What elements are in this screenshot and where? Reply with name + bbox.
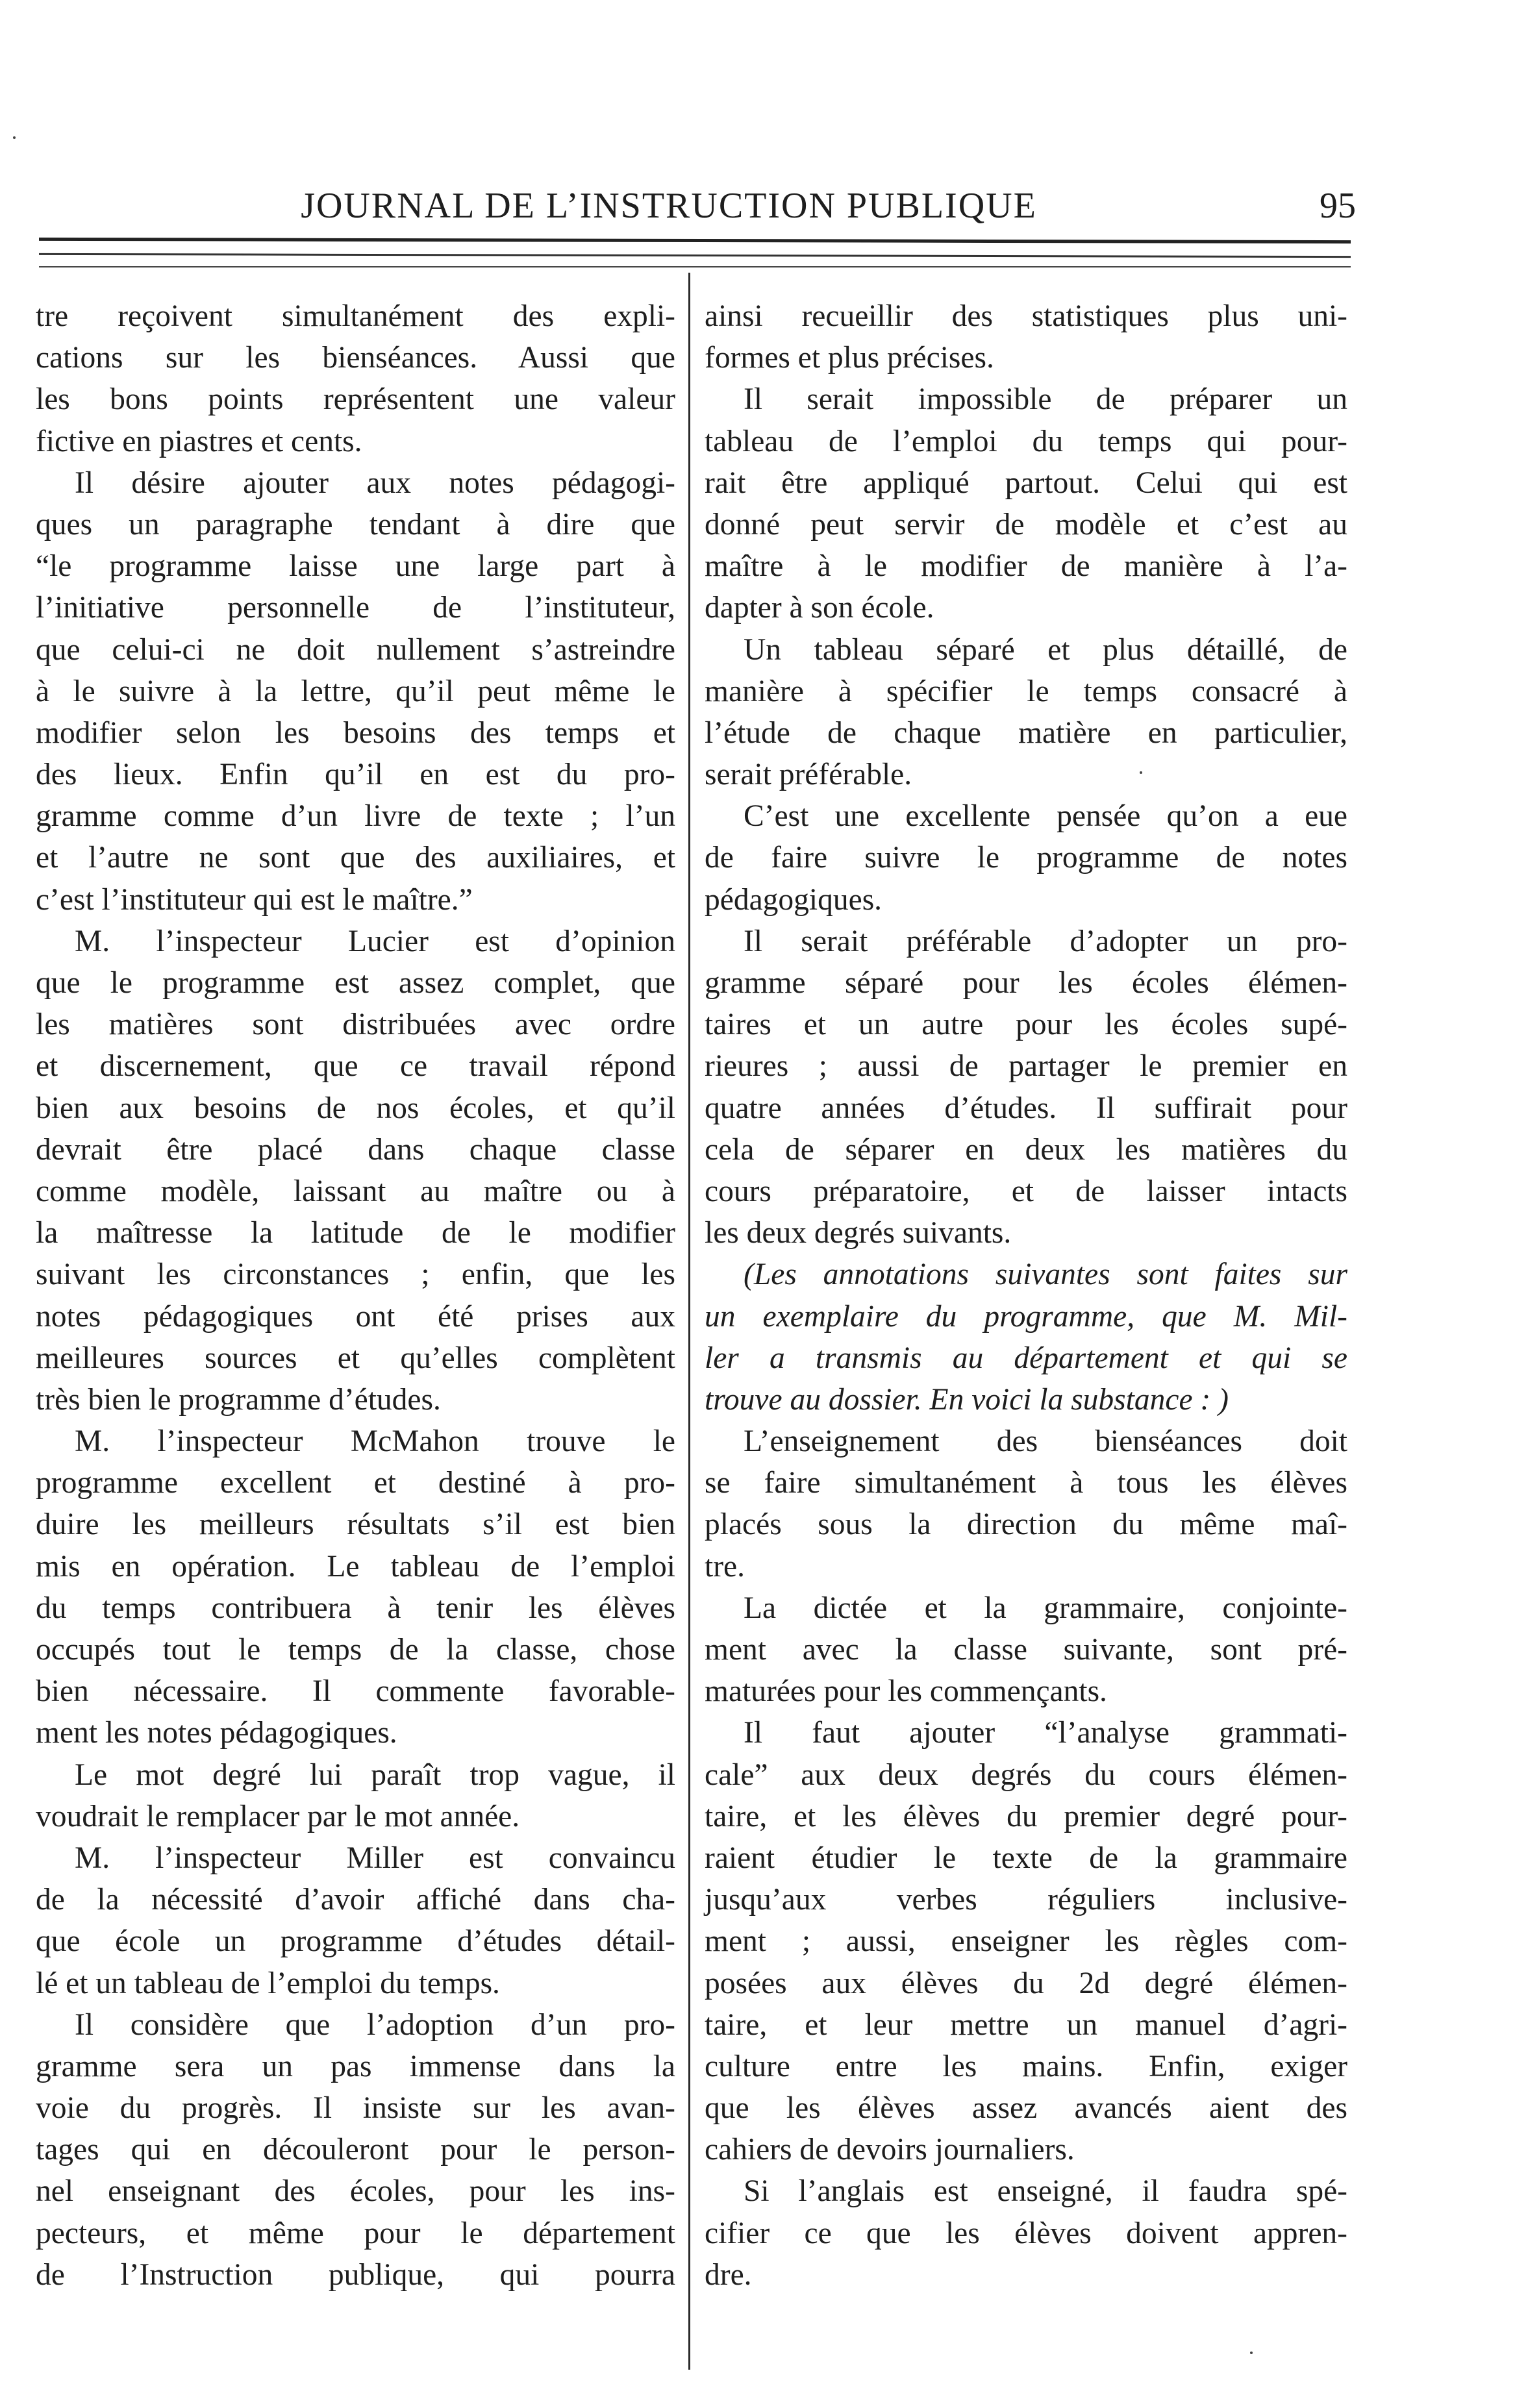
text-line: gramme séparé pour les écoles élémen- (705, 966, 1347, 1000)
text-line: Il considère que l’adoption d’un pro- (75, 2007, 675, 2042)
text-line: voie du progrès. Il insiste sur les avan- (36, 2091, 675, 2126)
text-line: mis en opération. Le tableau de l’emploi (36, 1549, 675, 1583)
text-line: à le suivre à la lettre, qu’il peut même le (36, 674, 675, 708)
page-number: 95 (1320, 186, 1356, 226)
text-line: que celui-ci ne doit nullement s’astreindre (36, 632, 675, 667)
text-line: maître à le modifier de manière à l’a- (705, 549, 1347, 584)
text-line: très bien le programme d’études. (36, 1382, 441, 1417)
text-line: notes pédagogiques ont été prises aux (36, 1299, 675, 1334)
text-line: Il désire ajouter aux notes pédagogi- (75, 465, 675, 500)
text-line: maturées pour les commençants. (705, 1674, 1107, 1709)
text-line: l’étude de chaque matière en particulier, (705, 715, 1347, 750)
text-line: pédagogiques. (705, 882, 883, 917)
text-line: programme excellent et destiné à pro- (36, 1466, 675, 1500)
text-line: donné peut servir de modèle et c’est au (705, 507, 1347, 541)
text-line: formes et plus précises. (705, 341, 994, 375)
text-line: lé et un tableau de l’emploi du temps. (36, 1966, 500, 2000)
text-line: taires et un autre pour les écoles supé- (705, 1008, 1347, 1042)
text-line: Il serait préférable d’adopter un pro- (744, 924, 1347, 958)
text-line: tableau de l’emploi du temps qui pour- (705, 424, 1347, 458)
right-column (705, 295, 1347, 2296)
text-line: serait préférable. (705, 758, 912, 792)
text-line: Il faut ajouter “l’analyse grammati- (744, 1716, 1347, 1750)
text-line: tages qui en découleront pour le person- (36, 2133, 675, 2167)
text-line: meilleures sources et qu’elles complètent (36, 1341, 675, 1375)
text-line: manière à spécifier le temps consacré à (705, 674, 1347, 708)
text-line: M. l’inspecteur Miller est convaincu (75, 1841, 675, 1875)
text-line: comme modèle, laissant au maître ou à (36, 1174, 675, 1208)
text-line: Il serait impossible de préparer un (744, 382, 1347, 417)
header-rule (39, 238, 1351, 243)
text-line: ment les notes pédagogiques. (36, 1716, 397, 1750)
text-line: gramme sera un pas immense dans la (36, 2049, 675, 2083)
text-line: quatre années d’études. Il suffirait pour (705, 1091, 1347, 1125)
text-line: cours préparatoire, et de laisser intacts (705, 1174, 1347, 1208)
text-line: Si l’anglais est enseigné, il faudra spé- (744, 2174, 1347, 2209)
print-speck (1140, 771, 1142, 774)
text-line: occupés tout le temps de la classe, chose (36, 1633, 675, 1667)
text-line: C’est une excellente pensée qu’on a eue (744, 799, 1347, 834)
text-line: rait être appliqué partout. Celui qui est (705, 465, 1347, 500)
annotation-line: ler a transmis au département et qui se (705, 1341, 1347, 1375)
text-line: que école un programme d’études détail- (36, 1924, 675, 1959)
text-line: l’initiative personnelle de l’instituteur, (36, 591, 675, 625)
text-line: nel enseignant des écoles, pour les ins- (36, 2174, 675, 2209)
text-line: cifier ce que les élèves doivent appren- (705, 2216, 1347, 2250)
print-speck (1250, 2352, 1253, 2354)
text-line: La dictée et la grammaire, conjointe- (744, 1591, 1347, 1625)
text-line: Un tableau séparé et plus détaillé, de (744, 632, 1347, 667)
text-line: bien aux besoins de nos écoles, et qu’il (36, 1091, 675, 1125)
text-line: tre. (705, 1549, 745, 1583)
text-line: cations sur les bienséances. Aussi que (36, 341, 675, 375)
left-column (36, 295, 675, 2296)
text-line: de la nécessité d’avoir affiché dans cha- (36, 1883, 675, 1917)
text-line: bien nécessaire. Il commente favorable- (36, 1674, 675, 1709)
text-line: fictive en piastres et cents. (36, 424, 362, 458)
text-line: c’est l’instituteur qui est le maître.” (36, 882, 473, 917)
text-line: voudrait le remplacer par le mot année. (36, 1799, 520, 1833)
text-line: Le mot degré lui paraît trop vague, il (75, 1757, 675, 1792)
text-line: les matières sont distribuées avec ordre (36, 1008, 675, 1042)
running-title: JOURNAL DE L’INSTRUCTION PUBLIQUE (301, 186, 1037, 226)
text-line: du temps contribuera à tenir les élèves (36, 1591, 675, 1625)
text-line: ainsi recueillir des statistiques plus uni- (705, 299, 1347, 333)
text-line: L’enseignement des bienséances doit (744, 1424, 1347, 1459)
text-line: se faire simultanément à tous les élèves (705, 1466, 1347, 1500)
text-line: “le programme laisse une large part à (36, 549, 675, 584)
header-rule (39, 266, 1351, 267)
text-line: gramme comme d’un livre de texte ; l’un (36, 799, 675, 834)
header-rule (39, 253, 1351, 258)
column-divider (688, 273, 690, 2370)
text-line: ment avec la classe suivante, sont pré- (705, 1633, 1347, 1667)
text-line: cela de séparer en deux les matières du (705, 1132, 1347, 1167)
text-line: modifier selon les besoins des temps et (36, 715, 675, 750)
text-line: ques un paragraphe tendant à dire que (36, 507, 675, 541)
text-line: les bons points représentent une valeur (36, 382, 675, 417)
text-line: rieures ; aussi de partager le premier en (705, 1049, 1347, 1084)
text-line: tre reçoivent simultanément des expli- (36, 299, 675, 333)
annotation-line: un exemplaire du programme, que M. Mil- (705, 1299, 1347, 1334)
text-line: et l’autre ne sont que des auxiliaires, et (36, 841, 675, 875)
text-line: des lieux. Enfin qu’il en est du pro- (36, 758, 675, 792)
text-line: suivant les circonstances ; enfin, que les (36, 1258, 675, 1292)
text-line: taire, et les élèves du premier degré pour- (705, 1799, 1347, 1833)
text-line: jusqu’aux verbes réguliers inclusive- (705, 1883, 1347, 1917)
text-line: que le programme est assez complet, que (36, 966, 675, 1000)
text-line: cale” aux deux degrés du cours élémen- (705, 1757, 1347, 1792)
text-line: posées aux élèves du 2d degré élémen- (705, 1966, 1347, 2000)
text-line: la maîtresse la latitude de le modifier (36, 1216, 675, 1250)
text-line: ment ; aussi, enseigner les règles com- (705, 1924, 1347, 1959)
text-line: taire, et leur mettre un manuel d’agri- (705, 2007, 1347, 2042)
text-line: et discernement, que ce travail répond (36, 1049, 675, 1084)
text-line: dre. (705, 2257, 752, 2292)
text-line: les deux degrés suivants. (705, 1216, 1012, 1250)
print-speck (13, 136, 16, 139)
text-line: devrait être placé dans chaque classe (36, 1132, 675, 1167)
text-line: M. l’inspecteur Lucier est d’opinion (75, 924, 675, 958)
text-line: duire les meilleurs résultats s’il est bien (36, 1508, 675, 1542)
text-line: pecteurs, et même pour le département (36, 2216, 675, 2250)
text-line: que les élèves assez avancés aient des (705, 2091, 1347, 2126)
text-line: raient étudier le texte de la grammaire (705, 1841, 1347, 1875)
text-line: M. l’inspecteur McMahon trouve le (75, 1424, 675, 1459)
annotation-line: (Les annotations suivantes sont faites sur (744, 1258, 1347, 1292)
text-line: dapter à son école. (705, 591, 934, 625)
text-line: culture entre les mains. Enfin, exiger (705, 2049, 1347, 2083)
annotation-line: trouve au dossier. En voici la substance : ) (705, 1382, 1229, 1417)
text-line: de l’Instruction publique, qui pourra (36, 2257, 675, 2292)
text-line: placés sous la direction du même maî- (705, 1508, 1347, 1542)
text-line: cahiers de devoirs journaliers. (705, 2133, 1075, 2167)
text-line: de faire suivre le programme de notes (705, 841, 1347, 875)
